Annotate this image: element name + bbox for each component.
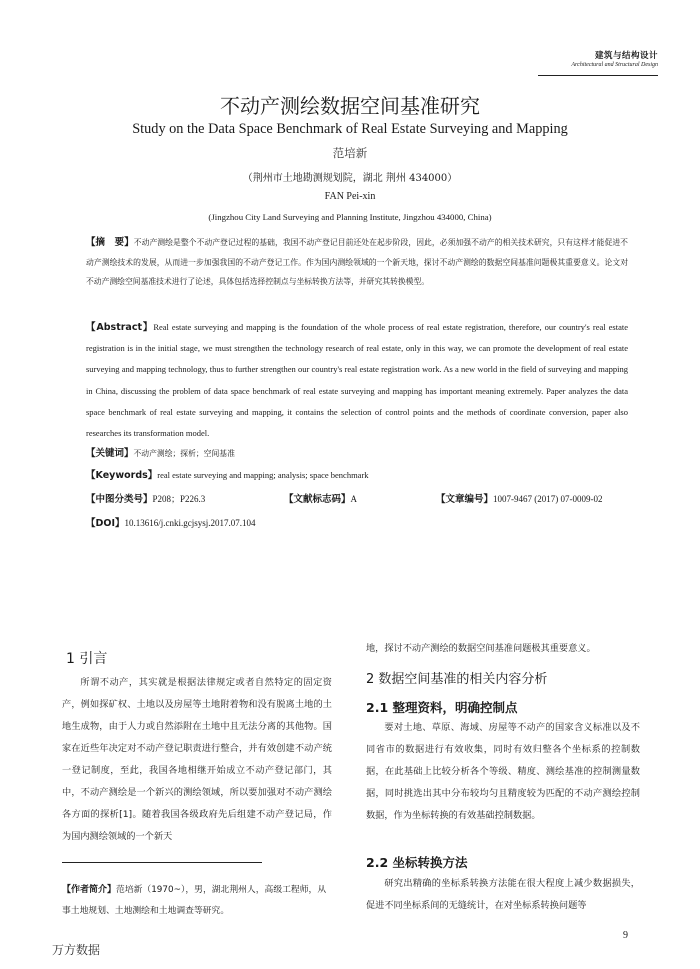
abstract-cn-label: 【摘 要】 [86,237,134,248]
author-note [62,880,334,922]
author-note-text: 范培新（1970~），男，湖北荆州人，高级工程师，从事土地规划、土地测绘和土地调查等研究。 [62,885,327,916]
doi-label: 【DOI】 [86,518,125,529]
author-en: FAN Pei-xin [324,191,376,202]
doi-field [86,515,256,529]
journal-header [571,49,658,68]
article-number-field [436,491,603,505]
author-note-label: 【作者简介】 [62,885,117,895]
keywords-en-label: 【Keywords】 [86,470,158,481]
doi-value: 10.13616/j.cnki.gcjsysj.2017.07.104 [124,518,256,528]
clc-value: P208；P226.3 [152,494,206,504]
keywords-en [86,466,628,486]
title-cn: 不动产测绘数据空间基准研究 [220,94,480,118]
affiliation-cn: （荆州市土地勘测规划院，湖北 荆州 434000） [242,173,458,184]
doc-code-label: 【文献标志码】 [284,494,351,505]
author-cn: 范培新 [332,146,368,160]
keywords-cn [86,444,628,464]
keywords-cn-text: 不动产测绘；探析；空间基准 [133,449,235,458]
abstract-en-text: Real estate surveying and mapping is the foundation of the whole process of real estate registration, therefore, our country's real estate registration is in the initial stage, we must strengthen the technology research of real estate, only in this way, we can promote the development of real estate surveying and mapping technology, thus to further strengthen our country's real estate registration work. As a new world in the field of surveying and mapping in China, discussing the problem of data space benchmark of real estate surveying and mapping has important meaning extremely. Paper analyzes the data space benchmark of real estate surveying and mapping, it contains the selection of control points and the methods of coordinate conversion, paper also researches its transformation model. [86,322,628,439]
clc-field [86,491,205,505]
abstract-cn [86,233,628,292]
classification-row [86,491,628,505]
section-1-paragraph [62,672,332,848]
footnote-rule [62,862,262,863]
abstract-cn-text: 不动产测绘是整个不动产登记过程的基础，我国不动产登记目前还处在起步阶段，因此，必须加强不动产的相关技术研究，只有这样才能促进不动产测绘技术的发展，从而进一步加强我国的不动产登记工作。作为国内测绘领域的一个新天地，探讨不动产测绘的数据空间基准问题极其重要意义。论文对不动产测绘空间基准技术进行了论述，具体包括选择控制点与坐标转换方法等，并研究其转换模型。 [86,238,628,286]
section-2-1-text: 要对土地、草原、海域、房屋等不动产的国家含义标准以及不同省市的数据进行有效收集，同时有效归整各个坐标系的控制数据，在此基础上比较分析各个等级、精度、测绘基准的控制测量数据，同时挑选出其中分布较均匀且精度较为匹配的不动产测绘控制数据，作为坐标转换的有效基础控制数据。 [366,722,640,821]
abstract-en [86,317,628,444]
journal-name-en: Architectural and Structural Design [571,62,658,68]
journal-name-cn: 建筑与结构设计 [594,51,658,61]
abstract-en-label: 【Abstract】 [86,322,154,333]
header-rule [538,75,658,76]
doc-code-field [284,491,357,505]
section-2-2-paragraph [366,873,640,917]
section-2-2-text: 研究出精确的坐标系转换方法能在很大程度上减少数据损失，促进不同坐标系间的无缝统计，在对坐标系转换问题等 [366,878,640,911]
section-2-2-heading: 2.2 坐标转换方法 [366,855,468,870]
keywords-en-text: real estate surveying and mapping; analysis; space benchmark [157,470,369,480]
keywords-cn-label: 【关键词】 [86,448,134,459]
doc-code-value: A [350,494,358,504]
clc-label: 【中图分类号】 [86,494,153,505]
right-column-continuation: 地，探讨不动产测绘的数据空间基准问题极其重要意义。 [366,643,596,654]
section-2-1-heading: 2.1 整理资料，明确控制点 [366,700,518,715]
section-1-heading: 1 引言 [66,651,108,667]
article-number-value: 1007-9467 (2017) 07-0009-02 [493,494,603,504]
watermark: 万方数据 [52,943,101,957]
title-en: Study on the Data Space Benchmark of Real Estate Surveying and Mapping [132,121,568,137]
page-number: 9 [623,930,628,941]
article-number-label: 【文章编号】 [436,494,494,505]
section-2-heading: 2 数据空间基准的相关内容分析 [366,672,548,687]
section-1-text: 所谓不动产，其实就是根据法律规定或者自然特定的固定资产，例如探矿权、土地以及房屋等土地附着物和没有脱离土地的土地生成物，由于人力或自然添附在土地中且无法分离的其他物。国家在近些年决定对不动产登记职责进行整合，并有效创建不动产统一登记制度，至此，我国各地相继开始成立不动产登记部门，其中，不动产测绘是一个新兴的测绘领域，所以要加强对不动产测绘各方面的探析[1]。随着我国各级政府先后组建不动产登记局，作为国内测绘领域的一个新天 [62,677,332,842]
section-2-1-paragraph [366,717,640,827]
affiliation-en: (Jingzhou City Land Surveying and Planning Institute, Jingzhou 434000, China) [208,212,492,222]
